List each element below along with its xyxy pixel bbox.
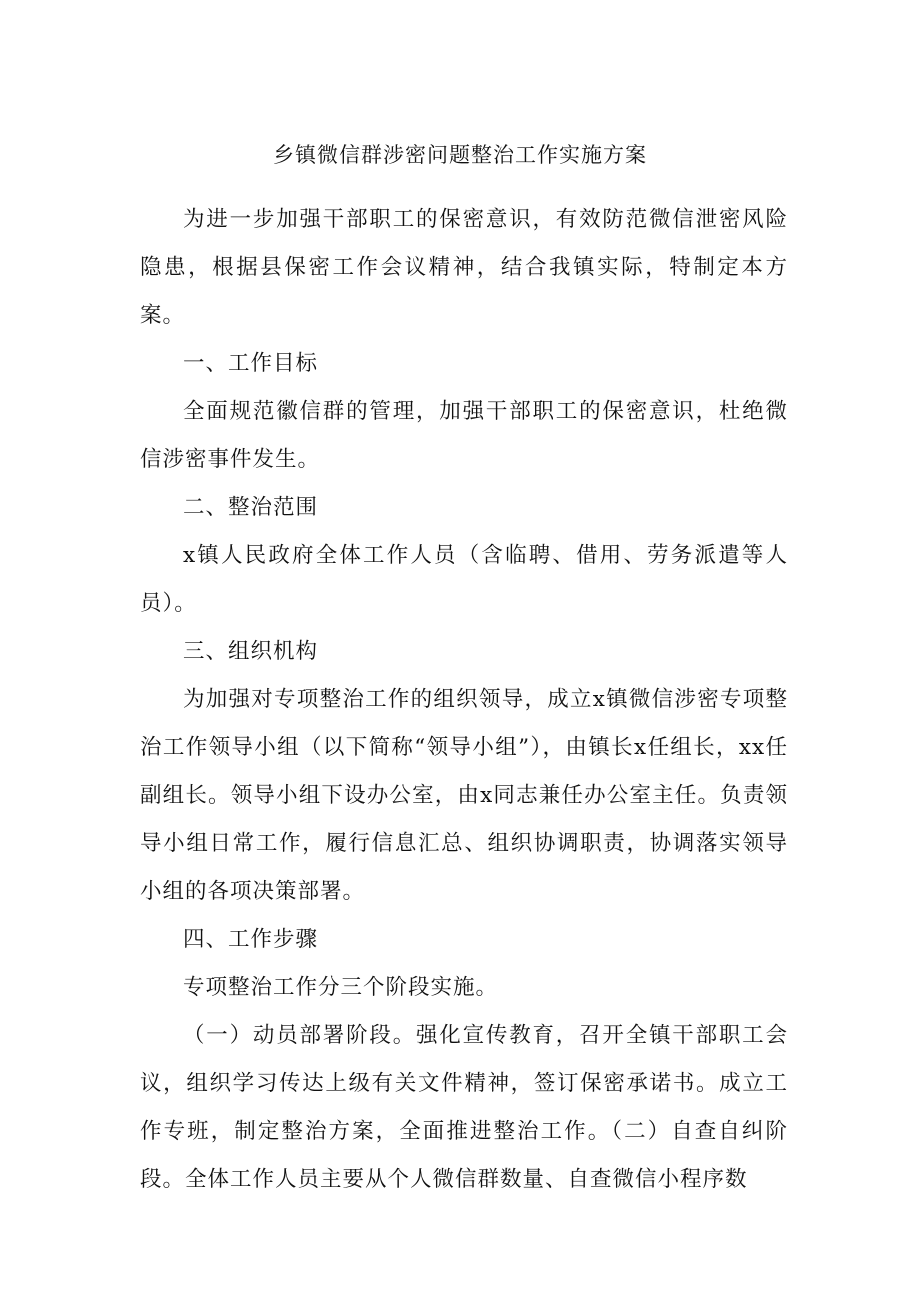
section-heading-scope: 二、整治范围 <box>183 495 319 520</box>
document-body <box>140 196 788 1204</box>
intro-paragraph: 为进一步加强干部职工的保密意识，有效防范微信泄密风险隐患，根据县保密工作会议精神，结合我镇实际，特制定本方案。 <box>140 207 788 328</box>
section-paragraph: 专项整治工作分三个阶段实施。 <box>183 975 499 1000</box>
document-title: 乡镇微信群涉密问题整治工作实施方案 <box>273 143 647 167</box>
section-paragraph: x镇人民政府全体工作人员（含临聘、借用、劳务派遣等人员）。 <box>140 543 788 616</box>
section-heading-goals: 一、工作目标 <box>183 351 319 376</box>
section-heading-steps: 四、工作步骤 <box>183 927 319 952</box>
section-paragraph: 为加强对专项整治工作的组织领导，成立x镇微信涉密专项整治工作领导小组（以下简称“领导小组”），由镇长x任组长，xx任副组长。领导小组下设办公室，由x同志兼任办公室主任。负责领导小组日常工作，履行信息汇总、组织协调职责，协调落实领导小组的各项决策部署。 <box>140 687 788 904</box>
section-heading-organization: 三、组织机构 <box>183 639 319 664</box>
section-paragraph: 全面规范徽信群的管理，加强干部职工的保密意识，杜绝微信涉密事件发生。 <box>140 399 788 472</box>
section-paragraph: （一）动员部署阶段。强化宣传教育，召开全镇干部职工会议，组织学习传达上级有关文件精神，签订保密承诺书。成立工作专班，制定整治方案，全面推进整治工作。（二）自查自纠阶段。全体工作人员主要从个人微信群数量、自查微信小程序数 <box>140 1023 788 1192</box>
